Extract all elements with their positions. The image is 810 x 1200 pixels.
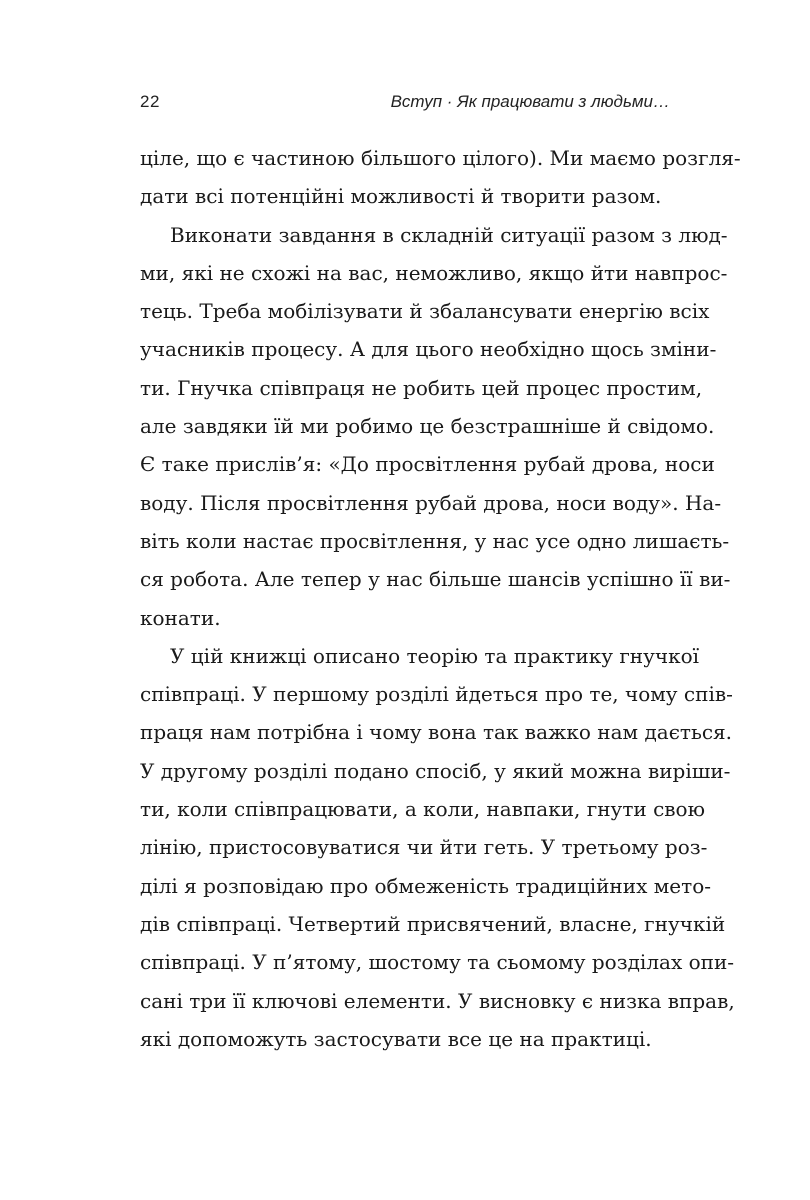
text-line: Є таке прислів’я: «До просвітлення рубай дрова, носи [140,452,715,477]
text-line: тець. Треба мобілізувати й збалансувати енергію всіх [140,299,710,324]
text-line: У другому розділі подано спосіб, у який можна виріши- [140,758,731,783]
text-line: але завдяки їй ми робимо це безстрашніше й свідомо. [140,414,715,439]
text-line: воду. Після просвітлення рубай дрова, носи воду». На- [140,490,722,515]
text-line: ся робота. Але тепер у нас більше шансів успішно її ви- [140,567,731,592]
text-line: лінію, пристосовуватися чи йти геть. У третьому роз- [140,835,708,860]
text-line: ми, які не схожі на вас, неможливо, якщо йти навпрос- [140,260,728,285]
text-line: ціле, що є частиною більшого цілого). Ми маємо розгля- [140,146,741,170]
body-text [140,139,741,1058]
text-line: дати всі потенційні можливості й творити разом. [140,184,662,209]
text-line: ділі я розповідаю про обмеженість традиційних мето- [140,873,711,898]
text-line: ти, коли співпрацювати, а коли, навпаки, гнути свою [140,797,705,822]
text-line: Виконати завдання в складній ситуації разом з люд- [170,222,728,247]
running-head [140,92,670,116]
text-line: конати. [140,605,221,630]
text-line: У цій книжці описано теорію та практику гнучкої [170,643,700,668]
text-line: співпраці. У першому розділі йдеться про те, чому спів- [140,682,733,707]
paragraph [140,637,735,1058]
text-line: співпраці. У п’ятому, шостому та сьомому розділах опи- [140,950,735,975]
paragraph [140,139,741,216]
text-line: сані три її ключові елементи. У висновку є низка вправ, [140,988,735,1013]
text-line: які допоможуть застосувати все це на практиці. [140,1026,652,1051]
text-line: учасників процесу. А для цього необхідно щось зміни- [140,337,717,362]
page-number: 22 [140,92,160,111]
text-line: віть коли настає просвітлення, у нас усе одно лишаєть- [140,528,730,553]
text-line: праця нам потрібна і чому вона так важко нам дається. [140,720,733,745]
text-line: ти. Гнучка співпраця не робить цей процес простим, [140,375,703,400]
text-line: дів співпраці. Четвертий присвячений, власне, гнучкій [140,911,726,936]
paragraph [140,216,731,637]
running-title: Вступ · Як працювати з людьми… [390,92,670,111]
